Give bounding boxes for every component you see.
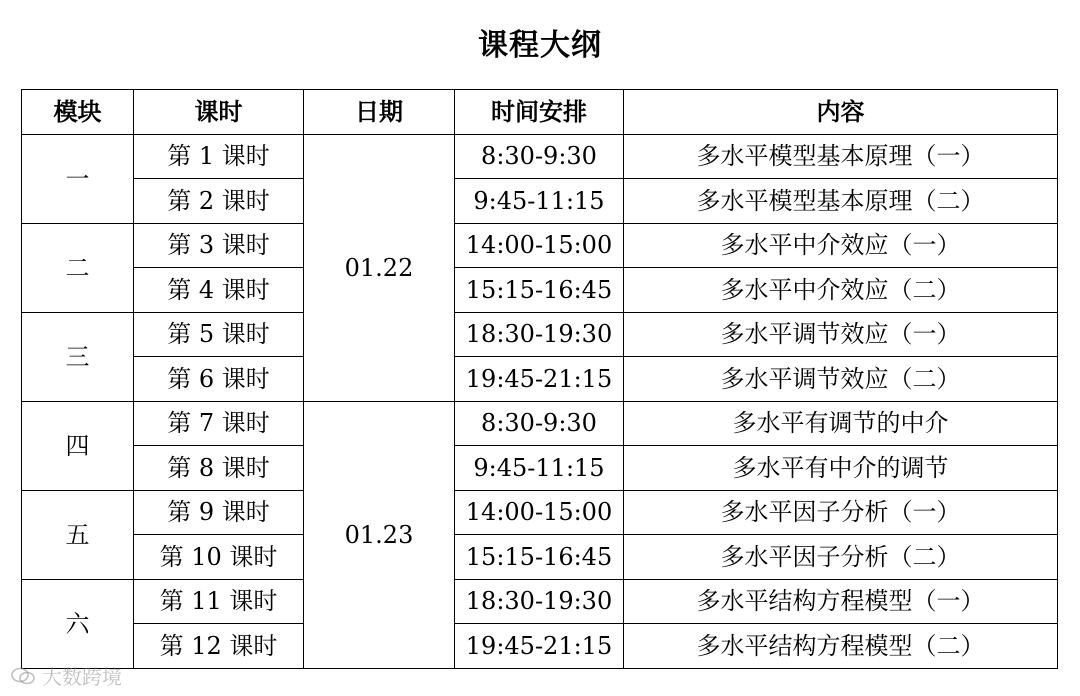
lesson-cell: 第 10 课时	[134, 535, 304, 580]
lesson-cell: 第 1 课时	[134, 134, 304, 179]
module-cell: 四	[22, 401, 134, 490]
header-date: 日期	[304, 90, 455, 135]
content-cell: 多水平有中介的调节	[624, 446, 1058, 491]
lesson-cell: 第 11 课时	[134, 579, 304, 624]
lesson-cell: 第 8 课时	[134, 446, 304, 491]
module-cell: 六	[22, 579, 134, 668]
content-cell: 多水平模型基本原理（二）	[624, 179, 1058, 224]
content-cell: 多水平模型基本原理（一）	[624, 134, 1058, 179]
lesson-cell: 第 5 课时	[134, 312, 304, 357]
table-row	[22, 624, 1058, 669]
time-cell: 14:00-15:00	[455, 223, 624, 268]
time-cell: 19:45-21:15	[455, 357, 624, 402]
time-cell: 9:45-11:15	[455, 446, 624, 491]
time-cell: 15:15-16:45	[455, 535, 624, 580]
time-cell: 8:30-9:30	[455, 134, 624, 179]
content-cell: 多水平中介效应（一）	[624, 223, 1058, 268]
date-cell: 01.22	[304, 134, 455, 401]
lesson-cell: 第 12 课时	[134, 624, 304, 669]
content-cell: 多水平结构方程模型（一）	[624, 579, 1058, 624]
header-time: 时间安排	[455, 90, 624, 135]
date-cell: 01.23	[304, 401, 455, 668]
watermark-text: 大数跨境	[42, 665, 122, 689]
content-cell: 多水平结构方程模型（二）	[624, 624, 1058, 669]
content-cell: 多水平调节效应（二）	[624, 357, 1058, 402]
chat-bubble-icon	[10, 666, 36, 686]
table-row	[22, 223, 1058, 268]
table-row	[22, 401, 1058, 446]
lesson-cell: 第 2 课时	[134, 179, 304, 224]
module-cell: 一	[22, 134, 134, 223]
content-cell: 多水平中介效应（二）	[624, 268, 1058, 313]
lesson-cell: 第 4 课时	[134, 268, 304, 313]
table-row	[22, 134, 1058, 179]
module-cell: 三	[22, 312, 134, 401]
table-row	[22, 490, 1058, 535]
lesson-cell: 第 9 课时	[134, 490, 304, 535]
table-row	[22, 268, 1058, 313]
watermark	[10, 661, 122, 690]
course-outline-table	[21, 89, 1058, 669]
table-row	[22, 579, 1058, 624]
table-row	[22, 179, 1058, 224]
content-cell: 多水平因子分析（一）	[624, 490, 1058, 535]
header-content: 内容	[624, 90, 1058, 135]
page-title: 课程大纲	[478, 28, 602, 63]
table-row	[22, 446, 1058, 491]
lesson-cell: 第 3 课时	[134, 223, 304, 268]
content-cell: 多水平有调节的中介	[624, 401, 1058, 446]
header-lesson: 课时	[134, 90, 304, 135]
time-cell: 18:30-19:30	[455, 312, 624, 357]
time-cell: 8:30-9:30	[455, 401, 624, 446]
table-row	[22, 357, 1058, 402]
lesson-cell: 第 7 课时	[134, 401, 304, 446]
module-cell: 五	[22, 490, 134, 579]
content-cell: 多水平因子分析（二）	[624, 535, 1058, 580]
content-cell: 多水平调节效应（一）	[624, 312, 1058, 357]
time-cell: 18:30-19:30	[455, 579, 624, 624]
table-row	[22, 535, 1058, 580]
header-module: 模块	[22, 90, 134, 135]
time-cell: 9:45-11:15	[455, 179, 624, 224]
module-cell: 二	[22, 223, 134, 312]
lesson-cell: 第 6 课时	[134, 357, 304, 402]
time-cell: 15:15-16:45	[455, 268, 624, 313]
time-cell: 19:45-21:15	[455, 624, 624, 669]
table-row	[22, 312, 1058, 357]
table-header-row	[22, 90, 1058, 135]
time-cell: 14:00-15:00	[455, 490, 624, 535]
